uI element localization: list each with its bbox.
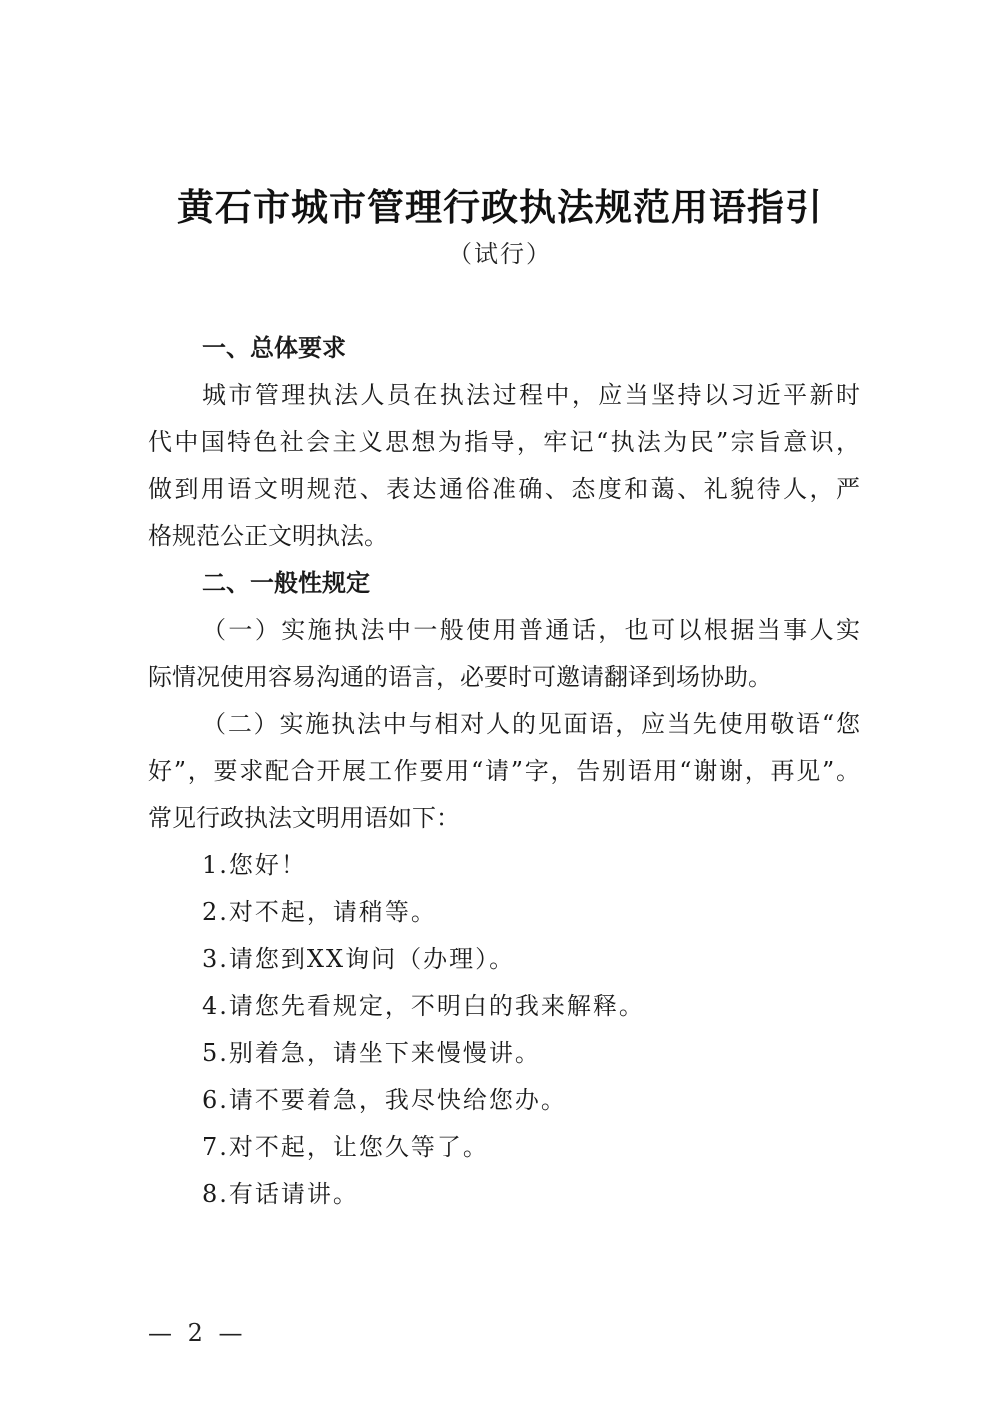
list-item: 2.对不起，请稍等。 xyxy=(202,898,437,926)
paragraph-line: 格规范公正文明执法。 xyxy=(148,522,388,550)
list-item: 4.请您先看规定，不明白的我来解释。 xyxy=(202,992,645,1020)
section-heading-rules: 二、一般性规定 xyxy=(202,569,370,597)
list-item: 8.有话请讲。 xyxy=(202,1180,359,1208)
paragraph-line: 好”，要求配合开展工作要用“请”字，告别语用“谢谢，再见”。 xyxy=(148,757,860,785)
paragraph-line: （二）实施执法中与相对人的见面语，应当先使用敬语“您 xyxy=(202,710,860,738)
list-item: 6.请不要着急，我尽快给您办。 xyxy=(202,1086,567,1114)
list-item: 7.对不起，让您久等了。 xyxy=(202,1133,489,1161)
list-item: 1.您好！ xyxy=(202,851,307,879)
list-item: 3.请您到XX询问（办理）。 xyxy=(202,945,516,973)
page-number: — 2 — xyxy=(148,1319,247,1347)
paragraph-line: 做到用语文明规范、表达通俗准确、态度和蔼、礼貌待人，严 xyxy=(148,475,860,503)
paragraph-general xyxy=(148,372,860,560)
list-item: 5.别着急，请坐下来慢慢讲。 xyxy=(202,1039,541,1067)
paragraph-line: （一）实施执法中一般使用普通话，也可以根据当事人实 xyxy=(202,616,860,644)
section-heading-general: 一、总体要求 xyxy=(202,334,346,362)
paragraph-rule-1 xyxy=(148,607,860,701)
document-subtitle: （试行） xyxy=(448,240,552,268)
document-title: 黄石市城市管理行政执法规范用语指引 xyxy=(177,186,823,229)
phrase-list xyxy=(148,842,860,1218)
paragraph-line: 代中国特色社会主义思想为指导，牢记“执法为民”宗旨意识， xyxy=(148,428,860,456)
document-body xyxy=(148,325,860,1218)
paragraph-line: 城市管理执法人员在执法过程中，应当坚持以习近平新时 xyxy=(202,381,860,409)
paragraph-rule-2 xyxy=(148,701,860,842)
paragraph-line: 常见行政执法文明用语如下： xyxy=(148,804,460,832)
paragraph-line: 际情况使用容易沟通的语言，必要时可邀请翻译到场协助。 xyxy=(148,663,772,691)
